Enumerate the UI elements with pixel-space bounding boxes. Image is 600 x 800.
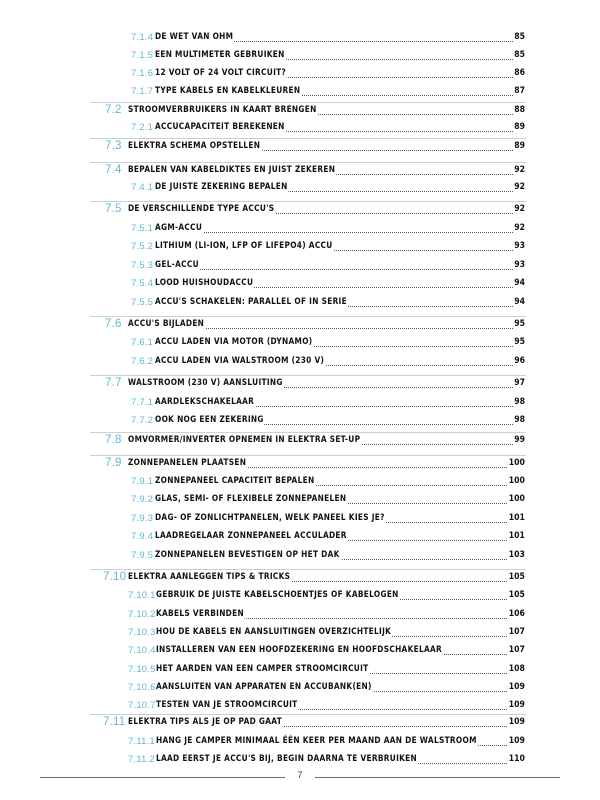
toc-entry[interactable]: [0, 663, 600, 679]
toc-entry-page: 98: [514, 397, 525, 407]
toc-entry[interactable]: [0, 240, 600, 256]
toc-entry-page: 101: [508, 513, 525, 523]
toc-entry-title[interactable]: HOU DE KABELS EN AANSLUITINGEN OVERZICHTELIJK: [156, 627, 392, 637]
toc-entry-title[interactable]: ELEKTRA AANLEGGEN TIPS & TRICKS: [128, 572, 291, 582]
toc-entry[interactable]: [0, 716, 600, 732]
toc-entry-title[interactable]: GLAS, SEMI- OF FLEXIBELE ZONNEPANELEN: [155, 494, 347, 504]
toc-entry-number: 7.8: [105, 434, 122, 446]
toc-entry[interactable]: [0, 608, 600, 624]
toc-entry[interactable]: [0, 203, 600, 219]
toc-entry-number: 7.9: [105, 457, 122, 469]
toc-entry-title[interactable]: ZONNEPANELEN PLAATSEN: [128, 458, 247, 468]
toc-entry-number: 7.9.5: [131, 550, 154, 561]
toc-entry-page: 97: [514, 378, 525, 388]
toc-entry-title[interactable]: HET AARDEN VAN EEN CAMPER STROOMCIRCUIT: [156, 664, 369, 674]
toc-entry-title[interactable]: ELEKTRA SCHEMA OPSTELLEN: [128, 141, 261, 151]
toc-entry[interactable]: [0, 644, 600, 660]
toc-entry-page: 95: [514, 319, 525, 329]
toc-entry-number: 7.1.7: [131, 86, 154, 97]
toc-entry-page: 95: [514, 337, 525, 347]
toc-entry-page: 109: [508, 700, 525, 710]
toc-entry[interactable]: [0, 121, 600, 137]
toc-entry-page: 96: [514, 356, 525, 366]
toc-entry-page: 88: [514, 105, 525, 115]
toc-entry-page: 100: [508, 494, 525, 504]
toc-entry-number: 7.10.7: [128, 700, 156, 711]
toc-entry-number: 7.9.3: [131, 513, 154, 524]
toc-entry[interactable]: [0, 181, 600, 197]
toc-entry[interactable]: [0, 589, 600, 605]
toc-entry-page: 109: [508, 736, 525, 746]
toc-entry[interactable]: [0, 571, 600, 587]
toc-entry-number: 7.10.1: [128, 590, 156, 601]
toc-entry-number: 7.1.6: [131, 68, 154, 79]
toc-entry[interactable]: [0, 336, 600, 352]
toc-entry-title[interactable]: OOK NOG EEN ZEKERING: [155, 415, 264, 425]
toc-entry-page: 108: [508, 664, 525, 674]
toc-entry-page: 109: [508, 717, 525, 727]
toc-entry[interactable]: [0, 414, 600, 430]
toc-entry-page: 105: [508, 590, 525, 600]
toc-entry[interactable]: [0, 31, 600, 47]
toc-entry-title[interactable]: ACCU'S BIJLADEN: [128, 319, 205, 329]
toc-entry-title[interactable]: DE VERSCHILLENDE TYPE ACCU'S: [128, 204, 275, 214]
toc-entry[interactable]: [0, 434, 600, 450]
toc-entry-title[interactable]: GEL-ACCU: [155, 260, 199, 270]
toc-entry[interactable]: [0, 753, 600, 769]
toc-entry-number: 7.7.2: [131, 415, 154, 426]
section-divider: [90, 569, 526, 570]
toc-entry-number: 7.2.1: [131, 122, 154, 133]
toc-entry-page: 92: [514, 165, 525, 175]
toc-entry-page: 85: [514, 32, 525, 42]
toc-entry-title[interactable]: BEPALEN VAN KABELDIKTES EN JUIST ZEKEREN: [128, 165, 336, 175]
toc-entry-title[interactable]: TESTEN VAN JE STROOMCIRCUIT: [156, 700, 298, 710]
toc-entry-title[interactable]: KABELS VERBINDEN: [156, 609, 244, 619]
toc-entry-title[interactable]: ACCU LADEN VIA MOTOR (DYNAMO): [155, 337, 313, 347]
toc-entry-title[interactable]: ACCUCAPACITEIT BEREKENEN: [155, 122, 285, 132]
toc-entry-page: 100: [508, 458, 525, 468]
toc-entry-number: 7.5.3: [131, 260, 154, 271]
toc-entry[interactable]: [0, 296, 600, 312]
footer-rule-right: [315, 777, 560, 778]
toc-entry-title[interactable]: AANSLUITEN VAN APPARATEN EN ACCUBANK(EN): [156, 682, 372, 692]
toc-entry-title[interactable]: AARDLEKSCHAKELAAR: [155, 397, 255, 407]
toc-entry-page: 94: [514, 278, 525, 288]
toc-entry-number: 7.10.4: [128, 645, 156, 656]
toc-entry-number: 7.6.2: [131, 356, 154, 367]
toc-entry-number: 7.9.2: [131, 494, 154, 505]
toc-entry[interactable]: [0, 67, 600, 83]
toc-entry-title[interactable]: DAG- OF ZONLICHTPANELEN, WELK PANEEL KIES JE?: [155, 513, 385, 523]
toc-entry-title[interactable]: 12 VOLT OF 24 VOLT CIRCUIT?: [155, 68, 287, 78]
toc-entry[interactable]: [0, 140, 600, 156]
toc-entry-page: 86: [514, 68, 525, 78]
toc-entry[interactable]: [0, 699, 600, 715]
section-divider: [90, 201, 526, 202]
toc-entry[interactable]: [0, 396, 600, 412]
toc-entry-number: 7.11.1: [128, 736, 155, 747]
toc-entry[interactable]: [0, 549, 600, 565]
toc-entry-title[interactable]: EEN MULTIMETER GEBRUIKEN: [155, 50, 285, 60]
toc-entry-number: 7.11.2: [128, 754, 155, 765]
toc-entry-number: 7.6: [105, 318, 122, 330]
toc-entry-page: 94: [514, 297, 525, 307]
toc-dot-leader: [155, 269, 515, 270]
toc-entry-page: 92: [514, 204, 525, 214]
toc-entry-number: 7.1.5: [131, 50, 154, 61]
toc-entry-page: 106: [508, 609, 525, 619]
toc-entry-page: 89: [514, 122, 525, 132]
toc-entry-title[interactable]: LAADREGELAAR ZONNEPANEEL ACCULADER: [155, 531, 347, 541]
toc-entry-number: 7.5: [105, 203, 122, 215]
toc-entry-title[interactable]: ELEKTRA TIPS ALS JE OP PAD GAAT: [128, 717, 283, 727]
section-divider: [90, 138, 526, 139]
toc-entry[interactable]: [0, 222, 600, 238]
toc-entry-page: 103: [508, 550, 525, 560]
toc-entry-number: 7.4.1: [131, 182, 154, 193]
toc-entry-number: 7.2: [105, 104, 122, 116]
toc-entry[interactable]: [0, 626, 600, 642]
section-divider: [90, 375, 526, 376]
toc-entry-title[interactable]: GEBRUIK DE JUISTE KABELSCHOENTJES OF KABELOGEN: [156, 590, 399, 600]
toc-entry-number: 7.5.1: [131, 223, 154, 234]
toc-entry-number: 7.7: [105, 377, 122, 389]
toc-entry-page: 93: [514, 260, 525, 270]
section-divider: [90, 455, 526, 456]
toc-entry-page: 89: [514, 141, 525, 151]
section-divider: [90, 162, 526, 163]
toc-entry-page: 109: [508, 682, 525, 692]
footer-rule-left: [40, 777, 285, 778]
toc-entry[interactable]: [0, 457, 600, 473]
toc-entry[interactable]: [0, 259, 600, 275]
toc-entry-number: 7.10.3: [128, 627, 156, 638]
toc-entry-page: 107: [508, 645, 525, 655]
toc-entry[interactable]: [0, 530, 600, 546]
toc-entry-number: 7.11: [103, 716, 126, 728]
toc-entry-number: 7.5.2: [131, 241, 154, 252]
toc-entry-title[interactable]: LITHIUM (LI-ION, LFP OF LIFEPO4) ACCU: [155, 241, 333, 251]
toc-entry-page: 107: [508, 627, 525, 637]
toc-entry-page: 98: [514, 415, 525, 425]
toc-entry-number: 7.10.5: [128, 664, 156, 675]
toc-entry-title[interactable]: OMVORMER/INVERTER OPNEMEN IN ELEKTRA SET-UP: [128, 435, 361, 445]
toc-entry-number: 7.7.1: [131, 397, 154, 408]
toc-entry-title[interactable]: AGM-ACCU: [155, 223, 203, 233]
toc-entry-page: 99: [514, 435, 525, 445]
toc-entry[interactable]: [0, 104, 600, 120]
toc-dot-leader: [155, 232, 515, 233]
toc-entry-number: 7.5.4: [131, 278, 154, 289]
toc-entry-page: 93: [514, 241, 525, 251]
section-divider: [90, 102, 526, 103]
toc-entry-number: 7.1.4: [131, 32, 154, 43]
toc-entry-title[interactable]: ZONNEPANELEN BEVESTIGEN OP HET DAK: [155, 550, 340, 560]
toc-entry-number: 7.3: [105, 140, 122, 152]
toc-entry-title[interactable]: LOOD HUISHOUDACCU: [155, 278, 254, 288]
toc-entry-page: 110: [508, 754, 525, 764]
toc-entry[interactable]: [0, 377, 600, 393]
toc-entry[interactable]: [0, 475, 600, 491]
toc-entry-title[interactable]: ACCU LADEN VIA WALSTROOM (230 V): [155, 356, 325, 366]
toc-entry[interactable]: [0, 318, 600, 334]
toc-entry-number: 7.6.1: [131, 337, 154, 348]
toc-entry-title[interactable]: TYPE KABELS EN KABELKLEUREN: [155, 86, 301, 96]
toc-entry-title[interactable]: ACCU'S SCHAKELEN: PARALLEL OF IN SERIE: [155, 297, 347, 307]
toc-entry[interactable]: [0, 85, 600, 101]
toc-entry[interactable]: [0, 735, 600, 751]
section-divider: [90, 714, 526, 715]
section-divider: [90, 316, 526, 317]
toc-entry-number: 7.5.5: [131, 297, 154, 308]
toc-entry-number: 7.10: [103, 571, 127, 583]
toc-entry[interactable]: [0, 355, 600, 371]
toc-entry[interactable]: [0, 681, 600, 697]
toc-entry-title[interactable]: LAAD EERST JE ACCU'S BIJ, BEGIN DAARNA TE VERBRUIKEN: [156, 754, 418, 764]
toc-entry-page: 105: [508, 572, 525, 582]
toc-entry-title[interactable]: DE WET VAN OHM: [155, 32, 234, 42]
toc-entry-title[interactable]: STROOMVERBRUIKERS IN KAART BRENGEN: [128, 105, 317, 115]
toc-entry-title[interactable]: WALSTROOM (230 V) AANSLUITING: [128, 378, 283, 388]
toc-entry[interactable]: [0, 493, 600, 509]
toc-entry-page: 101: [508, 531, 525, 541]
section-divider: [90, 432, 526, 433]
toc-entry-title[interactable]: ZONNEPANEEL CAPACITEIT BEPALEN: [155, 476, 315, 486]
toc-entry[interactable]: [0, 49, 600, 65]
toc-entry-title[interactable]: DE JUISTE ZEKERING BEPALEN: [155, 182, 288, 192]
toc-entry[interactable]: [0, 277, 600, 293]
toc-entry-page: 85: [514, 50, 525, 60]
toc-entry-title[interactable]: HANG JE CAMPER MINIMAAL ÉÉN KEER PER MAAND AAN DE WALSTROOM: [156, 736, 477, 746]
toc-entry-page: 92: [514, 182, 525, 192]
toc-entry-page: 87: [514, 86, 525, 96]
footer-page-number: 7: [297, 770, 303, 780]
toc-entry-number: 7.9.1: [131, 476, 154, 487]
toc-entry-page: 92: [514, 223, 525, 233]
toc-entry-number: 7.4: [105, 164, 122, 176]
toc-entry-number: 7.10.2: [128, 609, 156, 620]
toc-entry-title[interactable]: INSTALLEREN VAN EEN HOOFDZEKERING EN HOOFDSCHAKELAAR: [156, 645, 443, 655]
toc-entry-number: 7.9.4: [131, 531, 154, 542]
toc-entry-page: 100: [508, 476, 525, 486]
toc-entry[interactable]: [0, 164, 600, 180]
toc-entry[interactable]: [0, 512, 600, 528]
toc-entry-number: 7.10.6: [128, 682, 156, 693]
